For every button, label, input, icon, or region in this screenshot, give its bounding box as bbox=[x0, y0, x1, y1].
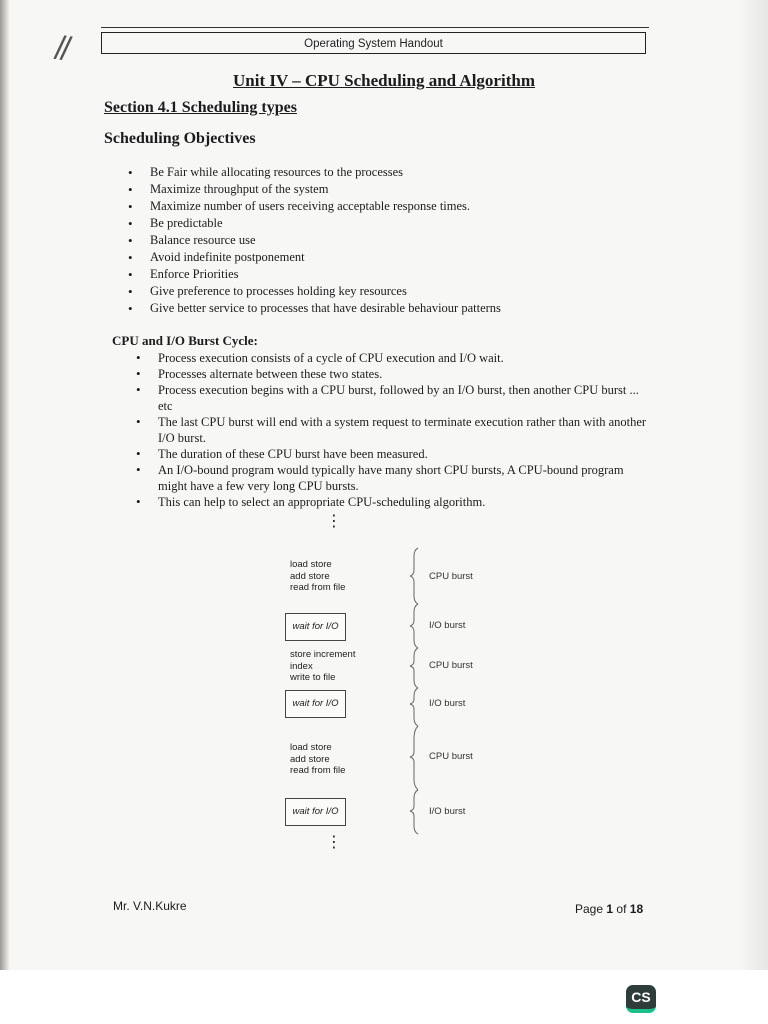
continuation-dots-top: ⋮ bbox=[326, 511, 342, 530]
io-burst-label: I/O burst bbox=[429, 806, 466, 817]
list-item: • Balance resource use bbox=[128, 232, 648, 249]
page-edge-shadow bbox=[0, 0, 10, 970]
list-item: • The last CPU burst will end with a system request to terminate execution rather than with another I/O burst. bbox=[136, 414, 648, 446]
header-rule bbox=[101, 27, 649, 28]
list-item: • Be Fair while allocating resources to the processes bbox=[128, 164, 648, 181]
list-item: • Avoid indefinite postponement bbox=[128, 249, 648, 266]
list-item: • Process execution consists of a cycle of CPU execution and I/O wait. bbox=[136, 350, 648, 366]
code-line: store increment bbox=[290, 649, 356, 660]
burst-cycle-heading: CPU and I/O Burst Cycle: bbox=[112, 333, 258, 348]
cpu-burst-label: CPU burst bbox=[429, 751, 473, 762]
code-block-cpu-1 bbox=[290, 559, 345, 594]
list-item: • Give preference to processes holding key resources bbox=[128, 283, 648, 300]
footer-author: Mr. V.N.Kukre bbox=[113, 899, 187, 913]
code-block-cpu-2 bbox=[290, 649, 355, 684]
objectives-list bbox=[128, 164, 648, 317]
camscanner-logo-icon: CS bbox=[626, 985, 656, 1013]
page-word: Page bbox=[575, 902, 604, 916]
code-line: read from file bbox=[290, 765, 346, 776]
current-page: 1 bbox=[606, 902, 614, 916]
list-item: • Maximize number of users receiving acceptable response times. bbox=[128, 198, 648, 215]
cpu-burst-label: CPU burst bbox=[429, 660, 473, 671]
total-pages: 18 bbox=[629, 902, 644, 916]
io-burst-label: I/O burst bbox=[429, 620, 466, 631]
wait-io-box: wait for I/O bbox=[285, 798, 346, 826]
footer-page-number bbox=[575, 902, 643, 916]
cpu-burst-label: CPU burst bbox=[429, 571, 473, 582]
unit-title: Unit IV – CPU Scheduling and Algorithm bbox=[233, 71, 535, 90]
code-block-cpu-3 bbox=[290, 742, 345, 777]
brace-io-2 bbox=[410, 688, 418, 726]
brace-io-3 bbox=[410, 790, 418, 834]
code-line: read from file bbox=[290, 582, 346, 593]
pen-mark: // bbox=[52, 29, 70, 66]
page-of: of bbox=[616, 902, 627, 916]
wait-io-box: wait for I/O bbox=[285, 613, 346, 641]
wait-io-box: wait for I/O bbox=[285, 690, 346, 718]
list-item: • The duration of these CPU burst have been measured. bbox=[136, 446, 648, 462]
brace-cpu-2 bbox=[410, 648, 418, 688]
page-edge-shadow-right bbox=[740, 0, 768, 970]
code-line: add store bbox=[290, 570, 330, 582]
objectives-heading: Scheduling Objectives bbox=[104, 130, 256, 147]
code-line: index bbox=[290, 660, 313, 672]
section-title: Section 4.1 Scheduling types bbox=[104, 99, 297, 116]
handout-header: Operating System Handout bbox=[101, 32, 646, 54]
code-line: add store bbox=[290, 753, 330, 765]
burst-cycle-list bbox=[136, 350, 648, 510]
list-item: • An I/O-bound program would typically have many short CPU bursts, A CPU-bound program might have a few very long CPU bursts. bbox=[136, 462, 648, 494]
io-burst-label: I/O burst bbox=[429, 698, 466, 709]
list-item: • Maximize throughput of the system bbox=[128, 181, 648, 198]
code-line: load store bbox=[290, 742, 332, 753]
list-item: • This can help to select an appropriate CPU-scheduling algorithm. bbox=[136, 494, 648, 510]
continuation-dots-bottom: ⋮ bbox=[326, 832, 342, 851]
brace-cpu-3 bbox=[410, 726, 418, 790]
list-item: • Processes alternate between these two states. bbox=[136, 366, 648, 382]
code-line: load store bbox=[290, 559, 332, 570]
code-line: write to file bbox=[290, 672, 336, 683]
list-item: • Give better service to processes that have desirable behaviour patterns bbox=[128, 300, 648, 317]
list-item: • Process execution begins with a CPU burst, followed by an I/O burst, then another CPU burst ... etc bbox=[136, 382, 648, 414]
list-item: • Enforce Priorities bbox=[128, 266, 648, 283]
brace-io-1 bbox=[410, 604, 418, 648]
list-item: • Be predictable bbox=[128, 215, 648, 232]
brace-cpu-1 bbox=[410, 548, 418, 604]
